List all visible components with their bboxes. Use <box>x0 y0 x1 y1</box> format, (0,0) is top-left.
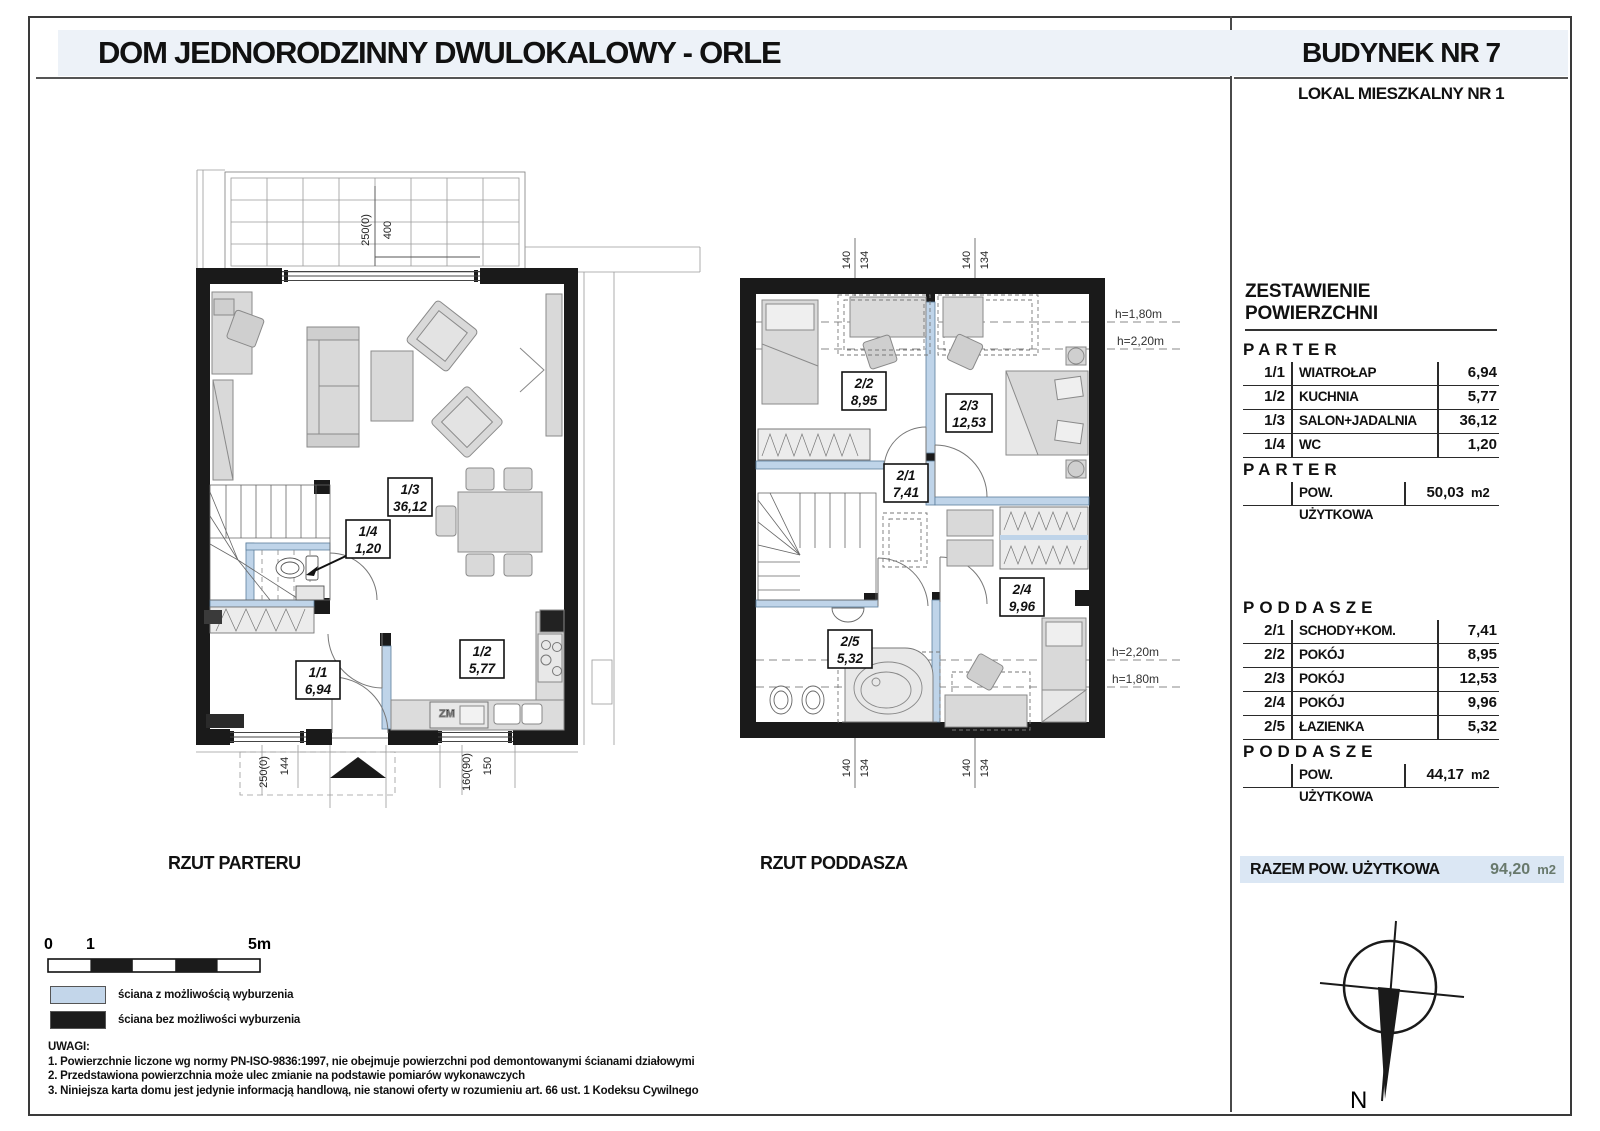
note-item: 2. Przedstawiona powierzchnia może ulec zmianie na podstawie pomiarów wykonawczych <box>48 1070 525 1082</box>
table-row <box>1243 716 1499 740</box>
room-label-code: 2/4 <box>1012 582 1032 597</box>
sheet-title: DOM JEDNORODZINNY DWULOKALOWY - ORLE <box>58 30 1268 76</box>
stairs-poddasze <box>758 493 876 600</box>
dim-win-left-a: 250(0) <box>258 756 270 788</box>
room23-furniture <box>943 297 1088 478</box>
notes <box>48 1040 748 1098</box>
room-label-code: 2/1 <box>896 468 916 483</box>
dim-140: 140 <box>961 758 973 778</box>
total-area-row <box>1240 856 1564 883</box>
room-label-code: 2/3 <box>959 398 979 413</box>
building-title: BUDYNEK NR 7 <box>1234 30 1568 76</box>
entry-roof-arrow <box>330 757 386 778</box>
scale-bar <box>40 933 290 985</box>
row-name: ŁAZIENKA <box>1291 716 1437 739</box>
row-code: 2/5 <box>1264 718 1285 735</box>
dim-terrace-a: 250(0) <box>360 214 372 246</box>
dim-140: 140 <box>841 758 853 778</box>
room-label-code: 1/4 <box>358 524 378 539</box>
room-label-area: 7,41 <box>892 485 920 500</box>
row-code: 1/1 <box>1264 364 1285 381</box>
room-label-code: 2/2 <box>854 376 874 391</box>
row-code: 2/1 <box>1264 622 1285 639</box>
wc-fixtures <box>276 556 324 600</box>
row-value: 6,94 <box>1437 362 1499 385</box>
room-label-code: 1/1 <box>308 665 328 680</box>
parter-doors <box>328 553 388 733</box>
legend-item-demolish <box>50 986 293 1004</box>
room-label-code: 1/2 <box>472 644 492 659</box>
scale-five: 5m <box>248 936 272 953</box>
section-header: PARTER <box>1243 460 1342 479</box>
area-table-parter <box>1243 338 1529 522</box>
section-header: PODDASZE <box>1243 598 1378 617</box>
height-label: h=2,20m <box>1112 645 1160 659</box>
row-value: 9,96 <box>1437 692 1499 715</box>
total-unit: m2 <box>1471 485 1490 500</box>
row-code: 2/3 <box>1264 670 1285 687</box>
dim-134: 134 <box>859 250 871 270</box>
row-name: SCHODY+KOM. <box>1291 620 1437 643</box>
room24-furniture <box>945 507 1088 727</box>
dim-win-left-b: 144 <box>279 756 291 776</box>
total-value: 50,03 <box>1404 482 1466 505</box>
section-header: PODDASZE <box>1243 742 1378 761</box>
scale-zero: 0 <box>44 936 53 953</box>
area-table-poddasze <box>1243 596 1529 804</box>
row-value: 1,20 <box>1437 434 1499 457</box>
area-table-title: ZESTAWIENIE POWIERZCHNI <box>1245 281 1497 331</box>
total-row <box>1243 482 1499 522</box>
height-label: h=1,80m <box>1115 307 1163 321</box>
demolish-wall-swatch <box>50 986 106 1004</box>
row-value: 8,95 <box>1437 644 1499 667</box>
room-label-area: 5,77 <box>468 661 496 676</box>
table-row <box>1243 434 1499 458</box>
table-row <box>1243 668 1499 692</box>
caption-parter: RZUT PARTERU <box>168 853 301 873</box>
row-name: POKÓJ <box>1291 692 1437 715</box>
floor-plan-parter <box>30 150 730 850</box>
room-label-area: 6,94 <box>304 682 332 697</box>
row-code: 2/2 <box>1264 646 1285 663</box>
scale-bar-segment <box>175 959 217 972</box>
height-label: h=1,80m <box>1112 672 1160 686</box>
row-name: POKÓJ <box>1291 644 1437 667</box>
dim-134: 134 <box>859 758 871 778</box>
unit-title: LOKAL MIESZKALNY NR 1 <box>1297 84 1505 103</box>
total-row <box>1243 764 1499 804</box>
compass-needle <box>1378 987 1400 1099</box>
row-name: KUCHNIA <box>1291 386 1437 409</box>
total-label: POW. UŻYTKOWA <box>1291 764 1404 787</box>
title-underline <box>36 77 1230 79</box>
razem-unit: m2 <box>1537 862 1556 877</box>
row-code: 2/4 <box>1264 694 1285 711</box>
room-label-area: 1,20 <box>354 541 382 556</box>
legend-item-permanent <box>50 1011 300 1029</box>
row-code <box>1243 482 1291 505</box>
terrace-dimension <box>360 186 480 266</box>
permanent-wall-swatch <box>50 1011 106 1029</box>
razem-value: 94,20 <box>1490 860 1531 878</box>
room-label-area: 12,53 <box>952 415 986 430</box>
row-value: 5,32 <box>1437 716 1499 739</box>
dim-134: 134 <box>979 758 991 778</box>
row-value: 36,12 <box>1437 410 1499 433</box>
notes-title: UWAGI: <box>48 1041 90 1053</box>
total-unit: m2 <box>1471 767 1490 782</box>
total-label: POW. UŻYTKOWA <box>1291 482 1404 505</box>
room-label-code: 1/3 <box>400 482 420 497</box>
dim-terrace-b: 400 <box>382 220 394 240</box>
table-row <box>1243 410 1499 434</box>
row-code <box>1243 764 1291 787</box>
room-label-area: 8,95 <box>850 393 878 408</box>
row-value: 12,53 <box>1437 668 1499 691</box>
table-row <box>1243 386 1499 410</box>
parter-bottom-dims <box>258 753 494 791</box>
scale-bar-segment <box>90 959 132 972</box>
legend-label: ściana bez możliwości wyburzenia <box>118 1014 301 1026</box>
dim-win-right-a: 160(90) <box>461 753 473 791</box>
table-row <box>1243 620 1499 644</box>
row-name: SALON+JADALNIA <box>1291 410 1437 433</box>
table-row <box>1243 644 1499 668</box>
scale-bar-track <box>48 959 260 972</box>
stairs-parter <box>210 485 330 600</box>
dim-win-right-b: 150 <box>482 756 494 776</box>
row-value: 5,77 <box>1437 386 1499 409</box>
row-name: POKÓJ <box>1291 668 1437 691</box>
dim-140: 140 <box>841 250 853 270</box>
row-code: 1/2 <box>1264 388 1285 405</box>
appliance-label: ZM <box>439 708 455 720</box>
room-label-area: 5,32 <box>836 651 864 666</box>
compass-north-label: N <box>1350 1087 1368 1114</box>
height-label: h=2,20m <box>1117 334 1165 348</box>
row-name: WC <box>1291 434 1437 457</box>
table-row <box>1243 362 1499 386</box>
note-item: 1. Powierzchnie liczone wg normy PN-ISO-9836:1997, nie obejmuje powierzchni pod demontowanymi ścianami działowymi <box>48 1055 695 1068</box>
building-underline <box>1234 77 1568 79</box>
dim-140: 140 <box>961 250 973 270</box>
dim-134: 134 <box>979 250 991 270</box>
row-code: 1/4 <box>1264 436 1285 453</box>
floor-plan-poddasze <box>720 210 1240 860</box>
room-label-area: 36,12 <box>393 499 427 514</box>
north-compass <box>1298 903 1483 1118</box>
table-row <box>1243 692 1499 716</box>
scale-one: 1 <box>86 936 95 953</box>
row-name: WIATROŁAP <box>1291 362 1437 385</box>
note-item: 3. Niniejsza karta domu jest jedynie informacją handlową, nie stanowi oferty w rozumieniu art. 66 ust. 1 Kodeksu Cywilnego <box>48 1084 699 1097</box>
row-code: 1/3 <box>1264 412 1285 429</box>
razem-label: RAZEM POW. UŻYTKOWA <box>1250 860 1440 878</box>
caption-poddasza: RZUT PODDASZA <box>760 853 908 873</box>
room-label-area: 9,96 <box>1008 599 1036 614</box>
legend-label: ściana z możliwością wyburzenia <box>118 989 294 1001</box>
row-value: 7,41 <box>1437 620 1499 643</box>
total-value: 44,17 <box>1404 764 1466 787</box>
section-header: PARTER <box>1243 340 1342 359</box>
room-label-code: 2/5 <box>840 634 860 649</box>
